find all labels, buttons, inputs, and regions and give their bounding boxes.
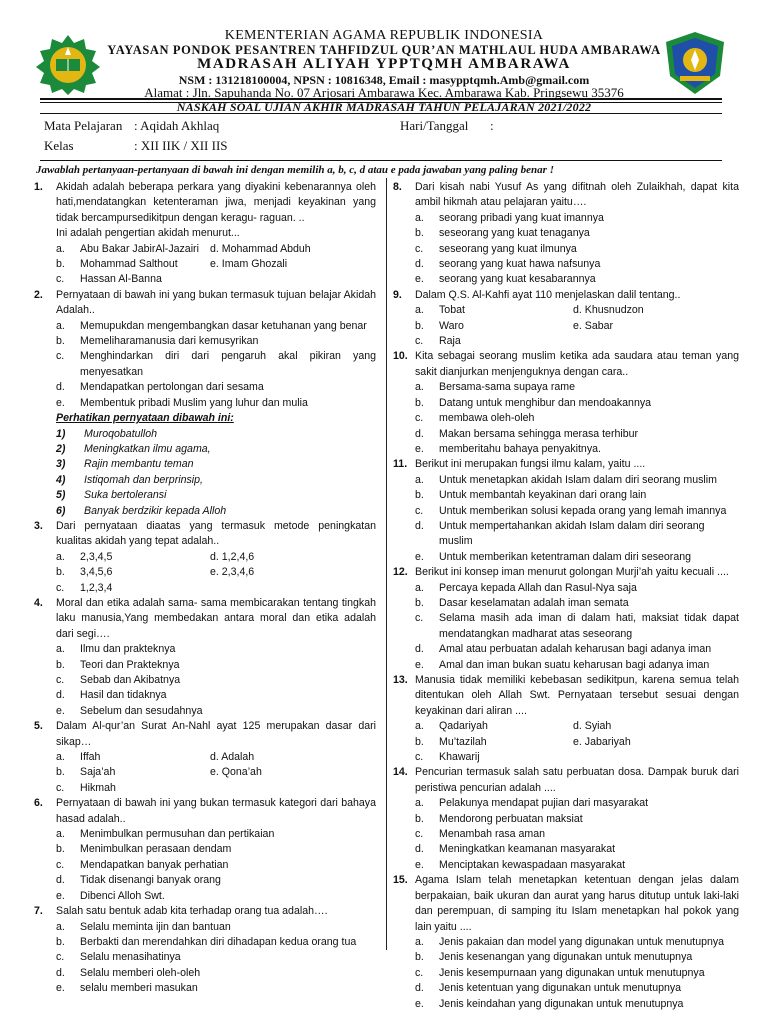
statement-item: 5) Suka bertoleransi — [56, 489, 167, 502]
option-c[interactable]: c. seseorang yang kuat ilmunya — [415, 242, 577, 255]
option-a[interactable]: a. Tobat — [415, 304, 465, 317]
question-number: 15. — [393, 874, 408, 887]
option-c[interactable]: c. Selalu menasihatinya — [56, 951, 181, 964]
option-b[interactable]: b. Memeliharamanusia dari kemusyrikan — [56, 335, 259, 348]
option-d[interactable]: d. Tidak disenangi banyak orang — [56, 874, 221, 887]
question-number: 6. — [34, 797, 43, 810]
question-12 — [393, 565, 739, 580]
option-b[interactable]: b. Berbakti dan merendahkan diri dihadapan kedua orang tua — [56, 935, 357, 948]
question-number: 3. — [34, 519, 43, 532]
option-d[interactable]: d. Amal atau perbuatan adalah keharusan bagi adanya iman — [415, 643, 712, 656]
option-c[interactable]: c. Khawarij — [415, 751, 480, 764]
option-d[interactable]: d. Makan bersama sehingga merasa terhibur — [415, 427, 639, 440]
option-c[interactable]: c. Untuk memberikan solusi kepada orang yang lemah imannya — [415, 504, 727, 517]
question-text: Akidah adalah beberapa perkara yang diyakini kebenarannya oleh hati,mendatangkan ketenteraman jiwa, menjadi keyakinan yang tidak bercampursedikitpun dengan keragu- raguan. .. — [56, 181, 376, 224]
option-a[interactable]: a. Percaya kepada Allah dan Rasul-Nya saja — [415, 581, 637, 594]
option-a[interactable]: a. Menimbulkan permusuhan dan pertikaian — [56, 828, 275, 841]
option-c[interactable]: c. Menghindarkan diri dari pengaruh akal pikiran yang menyesatkan — [56, 350, 376, 378]
option-e[interactable]: e. Qona’ah — [210, 766, 262, 779]
school-logo-icon — [662, 30, 728, 96]
option-d[interactable]: d. Jenis ketentuan yang digunakan untuk menutupnya — [415, 982, 682, 995]
day-date-label: Hari/Tanggal — [400, 118, 469, 133]
option-b[interactable]: b. Mu’tazilah — [415, 735, 487, 748]
options-row — [393, 303, 739, 318]
foundation-name: YAYASAN PONDOK PESANTREN TAHFIDZUL QUR’AN MATHLAUL HUDA AMBARAWA — [107, 43, 661, 57]
option-a[interactable]: a. Jenis pakaian dan model yang digunakan untuk menutupnya — [415, 935, 725, 948]
options-row — [34, 242, 376, 257]
option-a[interactable]: a. Bersama-sama supaya rame — [415, 381, 576, 394]
class-value: : XII IIK / XII IIS — [134, 138, 228, 153]
question-number: 11. — [393, 458, 408, 471]
option-d[interactable]: d. seorang yang kuat hawa nafsunya — [415, 258, 601, 271]
question-text: Pencurian termasuk salah satu perbuatan dosa. Dampak buruk dari peristiwa pencurian adalah .... — [415, 766, 739, 794]
question-1 — [34, 180, 376, 242]
option-d[interactable]: d. Hasil dan tidaknya — [56, 689, 167, 702]
left-column — [34, 180, 376, 997]
question-13 — [393, 673, 739, 719]
option-e[interactable]: e. Dibenci Alloh Swt. — [56, 889, 165, 902]
option-d[interactable]: d. Syiah — [573, 720, 612, 733]
option-d[interactable]: d. Mohammad Abduh — [210, 242, 311, 255]
option-a[interactable]: a. Iffah — [56, 751, 101, 764]
question-14 — [393, 765, 739, 796]
meta-rule — [40, 160, 722, 161]
option-d[interactable]: d. Mendapatkan pertolongan dari sesama — [56, 381, 264, 394]
question-number: 8. — [393, 181, 402, 193]
option-e[interactable]: e. Jenis keindahan yang digunakan untuk menutupnya — [415, 997, 684, 1010]
option-c[interactable]: c. membawa oleh-oleh — [415, 412, 535, 425]
question-7 — [34, 904, 376, 919]
option-c[interactable]: c. Hassan Al-Banna — [56, 273, 162, 286]
question-text: Manusia tidak memiliki kebebasan sedikitpun, karena semua telah ditentukan oleh Allah Swt. Pernyataan tersebut sesuai dengan keyakinan dari aliran .... — [415, 674, 739, 717]
question-number: 5. — [34, 720, 43, 733]
question-text: Dari pernyataan diaatas yang termasuk metode peningkatan kualitas akidah yang tepat adalah.. — [56, 519, 376, 548]
question-6 — [34, 796, 376, 827]
day-date-value: : — [490, 118, 494, 133]
question-number: 2. — [34, 288, 43, 301]
option-b[interactable]: b. Untuk membantah keyakinan dari orang lain — [415, 489, 647, 502]
question-8 — [393, 180, 739, 211]
option-d[interactable]: d. Selalu memberi oleh-oleh — [56, 966, 201, 979]
option-e[interactable]: e. Sebelum dan sesudahnya — [56, 704, 203, 717]
question-9 — [393, 288, 739, 303]
option-c[interactable]: c. Mendapatkan banyak perhatian — [56, 858, 229, 871]
option-b[interactable]: b. Datang untuk menghibur dan mendoakannya — [415, 396, 652, 409]
question-number: 12. — [393, 566, 408, 579]
option-d[interactable]: d. Adalah — [210, 751, 255, 764]
option-e[interactable]: e. 2,3,4,6 — [210, 566, 255, 579]
option-a[interactable]: a. Selalu meminta ijin dan bantuan — [56, 920, 231, 933]
option-d[interactable]: d. Meningkatkan keamanan masyarakat — [415, 843, 616, 856]
option-b[interactable]: b. Menimbulkan perasaan dendam — [56, 843, 232, 856]
option-e[interactable]: e. seorang yang kuat kesabarannya — [415, 273, 596, 286]
kemenag-logo-icon — [34, 33, 102, 95]
options-row — [393, 719, 739, 734]
question-number: 10. — [393, 350, 408, 363]
question-11 — [393, 457, 739, 472]
option-a[interactable]: a. Abu Bakar JabirAl-Jazairi — [56, 242, 199, 255]
option-b[interactable]: b. Jenis kesenangan yang digunakan untuk menutupnya — [415, 951, 693, 964]
options-row — [34, 565, 376, 580]
question-text: Salah satu bentuk adab kita terhadap orang tua adalah…. — [56, 905, 328, 918]
option-c[interactable]: c. Jenis kesempurnaan yang digunakan untuk menutupnya — [415, 966, 705, 979]
statements-heading: Perhatikan pernyataan dibawah ini: — [56, 412, 234, 425]
instructions: Jawablah pertanyaan-pertanyaan di bawah ini dengan memilih a, b, c, d atau e pada jawaban yang paling benar ! — [36, 164, 554, 176]
option-b[interactable]: b. 3,4,5,6 — [56, 566, 113, 579]
option-a[interactable]: a. Ilmu dan prakteknya — [56, 643, 176, 656]
option-e[interactable]: e. Menciptakan kewaspadaan masyarakat — [415, 858, 626, 871]
question-text: Pernyataan di bawah ini yang bukan termasuk kategori dari bahaya hasad adalah.. — [56, 797, 376, 825]
question-number: 4. — [34, 596, 43, 609]
option-d[interactable]: d. Untuk mempertahankan akidah Islam dalam diri seorang muslim — [415, 519, 705, 548]
option-c[interactable]: c. Menambah rasa aman — [415, 828, 545, 841]
option-c[interactable]: c. 1,2,3,4 — [56, 581, 113, 594]
option-b[interactable]: b. Teori dan Prakteknya — [56, 658, 180, 671]
exam-title: NASKAH SOAL UJIAN AKHIR MADRASAH TAHUN PELAJARAN 2021/2022 — [176, 100, 592, 114]
question-number: 14. — [393, 766, 408, 779]
option-b[interactable]: b. Saja’ah — [56, 766, 116, 779]
options-row — [34, 550, 376, 565]
question-3 — [34, 519, 376, 550]
subject-label: Mata Pelajaran — [44, 118, 123, 133]
option-b[interactable]: b. Mohammad Salthout — [56, 258, 178, 271]
question-4 — [34, 596, 376, 642]
options-row — [34, 765, 376, 780]
option-a[interactable]: a. 2,3,4,5 — [56, 550, 113, 563]
question-2 — [34, 288, 376, 319]
option-c[interactable]: c. Raja — [415, 335, 461, 348]
options-row — [34, 257, 376, 272]
title-rule — [40, 113, 722, 114]
question-number: 13. — [393, 674, 408, 686]
question-number: 1. — [34, 181, 43, 193]
statement-item: 6) Banyak berdzikir kepada Alloh — [56, 504, 227, 517]
option-e[interactable]: e. Untuk memberikan ketentraman dalam diri seseorang — [415, 550, 692, 563]
subject-value: : Aqidah Akhlaq — [134, 118, 220, 133]
option-d[interactable]: d. Khusnudzon — [573, 304, 644, 317]
statement-item: 3) Rajin membantu teman — [56, 458, 194, 471]
option-b[interactable]: b. Waro — [415, 319, 464, 332]
question-text: Dari kisah nabi Yusuf As yang difitnah oleh Zulaikhah, dapat kita ambil hikmah atau pelajaran yaitu…. — [415, 181, 739, 209]
option-e[interactable]: e. Jabariyah — [573, 735, 631, 748]
option-e[interactable]: e. Membentuk pribadi Muslim yang luhur dan mulia — [56, 396, 308, 409]
statement-item: 1) Muroqobatulloh — [56, 427, 158, 440]
question-15 — [393, 873, 739, 935]
option-a[interactable]: a. Untuk menetapkan akidah Islam dalam diri seorang muslim — [415, 473, 717, 486]
question-text: Kita sebagai seorang muslim ketika ada saudara atau teman yang sakit dianjurkan menjenguknya dengan cara.. — [415, 350, 739, 378]
question-text: Agama Islam telah menetapkan ketentuan dengan jelas dalam berpakaian, baik ukuran dan aurat yang harus ditutup untuk laki-laki dan perempuan, di samping itu Islam menetapkan hal pokok yang lain yaitu .... — [415, 874, 739, 933]
option-e[interactable]: e. Sabar — [573, 319, 614, 332]
question-text: Dalam Al-qur’an Surat An-Nahl ayat 125 merupakan dasar dari sikap… — [56, 720, 376, 748]
option-a[interactable]: a. Pelakunya mendapat pujian dari masyarakat — [415, 797, 649, 810]
column-divider — [386, 178, 387, 950]
option-a[interactable]: a. Qadariyah — [415, 720, 488, 733]
option-e[interactable]: e. selalu memberi masukan — [56, 982, 198, 995]
statement-item: 2) Meningkatkan ilmu agama, — [56, 442, 211, 455]
question-number: 9. — [393, 288, 402, 301]
question-text: Pernyataan di bawah ini yang bukan termasuk tujuan belajar Akidah Adalah.. — [56, 288, 376, 317]
option-b[interactable]: b. Dasar keselamatan adalah iman semata — [415, 596, 629, 609]
options-row — [34, 750, 376, 765]
question-text: Moral dan etika adalah sama- sama membicarakan tentang tingkah laku manusia,Yang membedakan antara moral dan etika adalah dari segi…. — [56, 596, 376, 640]
option-e[interactable]: e. Amal dan iman bukan suatu keharusan bagi adanya iman — [415, 658, 710, 671]
options-row — [393, 319, 739, 334]
question-5 — [34, 719, 376, 750]
question-text: Berikut ini merupakan fungsi ilmu kalam, yaitu .... — [415, 458, 646, 471]
question-number: 7. — [34, 905, 43, 918]
class-label: Kelas — [44, 138, 74, 153]
school-ids: NSM : 131218100004, NPSN : 10816348, Email : masypptqmh.Amb@gmail.com — [178, 73, 590, 87]
option-c[interactable]: c. Selama masih ada iman di dalam hati, maksiat tidak dapat mendatangkan madharat atas seseorang — [415, 612, 739, 640]
question-text: Dalam Q.S. Al-Kahfi ayat 110 menjelaskan dalil tentang.. — [415, 288, 681, 301]
letterhead — [0, 24, 768, 100]
option-c[interactable]: c. Sebab dan Akibatnya — [56, 674, 181, 686]
option-c[interactable]: c. Hikmah — [56, 781, 116, 794]
statement-item: 4) Istiqomah dan berprinsip, — [56, 473, 203, 486]
right-column — [393, 180, 739, 1012]
options-row — [393, 735, 739, 750]
question-text: Berikut ini konsep iman menurut golongan Murji’ah yaitu kecuali .... — [415, 566, 729, 579]
option-a[interactable]: a. seorang pribadi yang kuat imannya — [415, 211, 604, 224]
school-address: Alamat : Jln. Sapuhanda No. 07 Arjosari Ambarawa Kec. Ambarawa Kab. Pringsewu 35376 — [144, 85, 624, 100]
option-e[interactable]: e. memberitahu bahaya penyakitnya. — [415, 442, 601, 455]
option-a[interactable]: a. Memupukdan mengembangkan dasar ketuhanan yang benar — [56, 319, 367, 332]
option-b[interactable]: b. Mendorong perbuatan maksiat — [415, 812, 583, 825]
school-name: MADRASAH ALIYAH YPPTQMH AMBARAWA — [197, 56, 571, 72]
question-10 — [393, 349, 739, 380]
option-b[interactable]: b. seseorang yang kuat tenaganya — [415, 227, 590, 240]
option-e[interactable]: e. Imam Ghozali — [210, 258, 288, 271]
option-d[interactable]: d. 1,2,4,6 — [210, 550, 255, 563]
ministry-name: KEMENTERIAN AGAMA REPUBLIK INDONESIA — [224, 28, 544, 43]
question-text-cont: Ini adalah pengertian akidah menurut... — [56, 227, 240, 240]
